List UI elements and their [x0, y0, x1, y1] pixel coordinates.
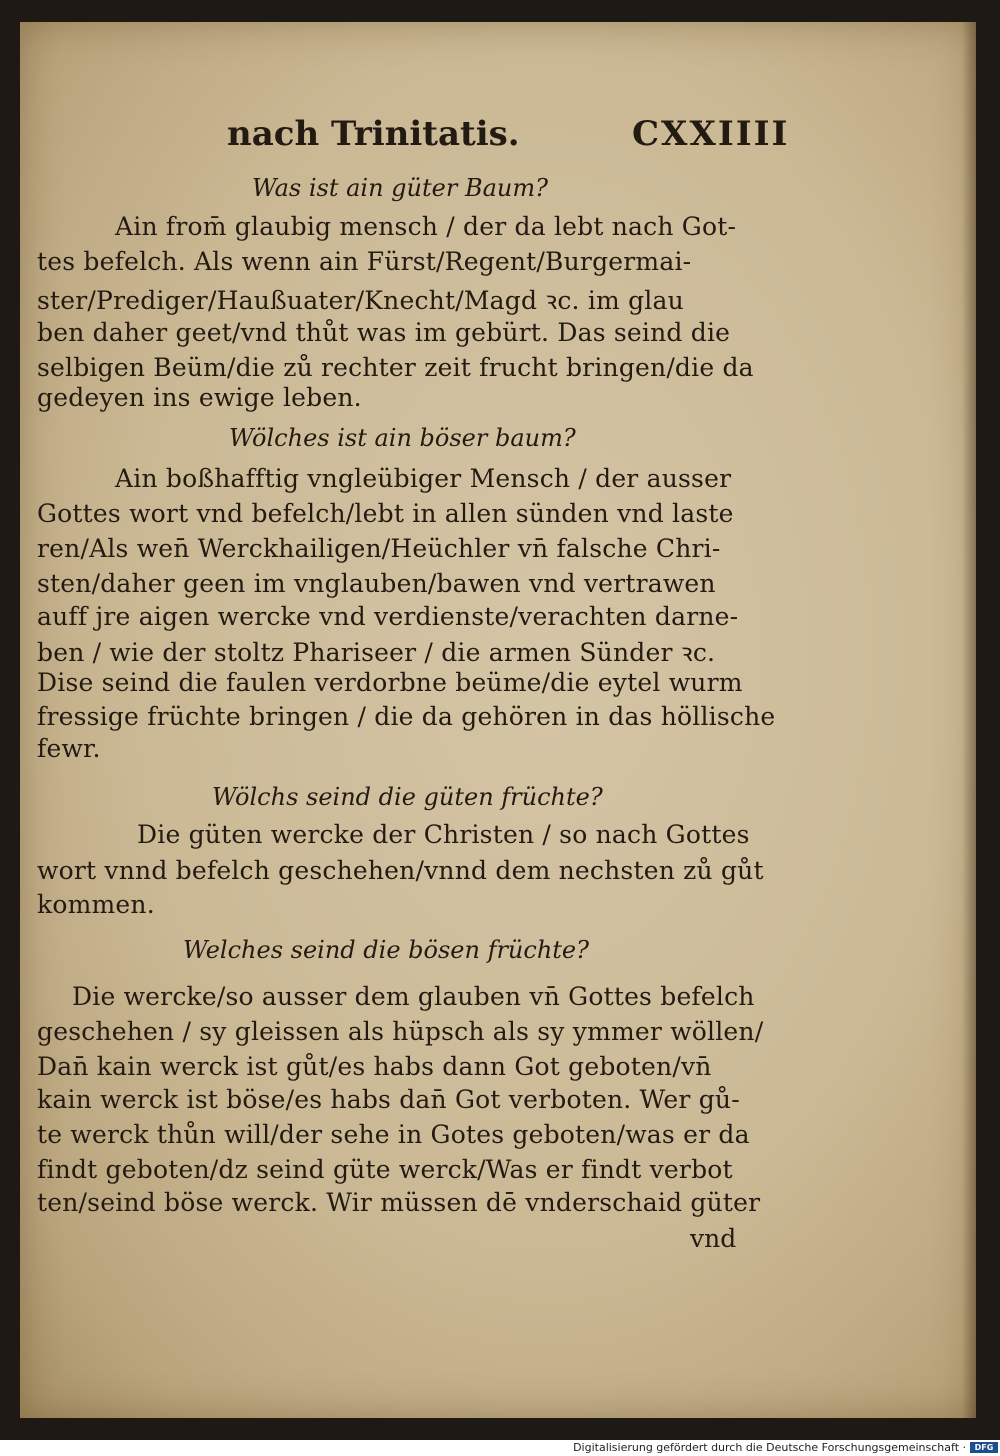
text-line: te werck thůn will/der sehe in Gotes geboten/was er da	[37, 1120, 750, 1149]
section-heading-2: Wölches ist ain böser baum?	[229, 424, 576, 452]
dfg-logo[interactable]: DFG	[970, 1442, 998, 1453]
text-line: ten/seind böse werck. Wir müssen dē vnderschaid güter	[37, 1188, 761, 1217]
text-line: Ain boßhafftig vngleübiger Mensch / der ausser	[115, 464, 732, 493]
text-line: kain werck ist böse/es habs dan̄ Got verboten. Wer gů-	[37, 1085, 740, 1114]
text-line: ben / wie der stoltz Phariseer / die armen Sünder ꝛc.	[37, 638, 716, 667]
text-line: ren/Als wen̄ Werckhailigen/Heüchler vn̄ falsche Chri-	[37, 534, 721, 563]
text-line: ben daher geet/vnd thůt was im gebürt. Das seind die	[37, 318, 731, 347]
section-heading-4: Welches seind die bösen früchte?	[183, 936, 589, 964]
book-page	[20, 22, 976, 1418]
text-line: Ain from̄ glaubig mensch / der da lebt nach Got-	[115, 212, 737, 241]
section-heading-1: Was ist ain güter Baum?	[252, 174, 548, 202]
text-line: Dan̄ kain werck ist gůt/es habs dann Got geboten/vn̄	[37, 1052, 712, 1081]
text-line: Die wercke/so ausser dem glauben vn̄ Gottes befelch	[72, 982, 755, 1011]
footer-bar	[0, 1440, 1000, 1456]
text-line: findt geboten/dz seind güte werck/Was er findt verbot	[37, 1155, 733, 1184]
catchword: vnd	[690, 1224, 737, 1253]
text-line: fewr.	[37, 734, 101, 763]
text-line: Gottes wort vnd befelch/lebt in allen sünden vnd laste	[37, 499, 734, 528]
text-line: selbigen Beüm/die zů rechter zeit frucht bringen/die da	[37, 353, 754, 382]
text-line: Dise seind die faulen verdorbne beüme/die eytel wurm	[37, 668, 743, 697]
section-heading-3: Wölchs seind die güten früchte?	[212, 783, 603, 811]
text-line: wort vnnd befelch geschehen/vnnd dem nechsten zů gůt	[37, 856, 764, 885]
text-line: auff jre aigen wercke vnd verdienste/verachten darne-	[37, 602, 739, 631]
text-line: geschehen / sy gleissen als hüpsch als sy ymmer wöllen/	[37, 1017, 764, 1046]
text-line: gedeyen ins ewige leben.	[37, 383, 362, 412]
funding-credit: Digitalisierung gefördert durch die Deutsche Forschungsgemeinschaft ·	[573, 1441, 966, 1454]
text-line: ster/Prediger/Haußuater/Knecht/Magd ꝛc. im glau	[37, 286, 684, 315]
text-line: tes befelch. Als wenn ain Fürst/Regent/Burgermai-	[37, 247, 692, 276]
text-line: fressige früchte bringen / die da gehören in das höllische	[37, 702, 776, 731]
text-line: kommen.	[37, 890, 155, 919]
running-head-left: nach Trinitatis.	[227, 114, 520, 154]
text-line: Die güten wercke der Christen / so nach Gottes	[137, 820, 750, 849]
text-line: sten/daher geen im vnglauben/bawen vnd vertrawen	[37, 569, 716, 598]
folio-number: CXXIIII	[632, 114, 790, 154]
